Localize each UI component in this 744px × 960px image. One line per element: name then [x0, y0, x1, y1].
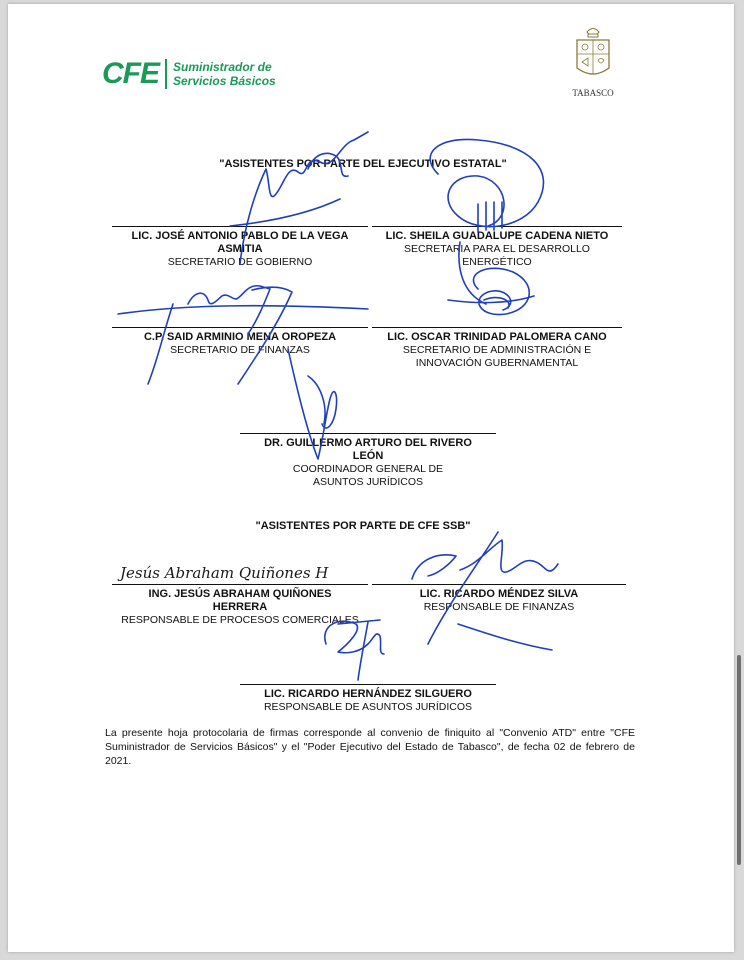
signature-line	[240, 684, 496, 685]
cfe-logo	[102, 56, 276, 92]
signatory-name: LIC. SHEILA GUADALUPE CADENA NIETO	[385, 230, 609, 242]
signature-block-juridicos	[240, 433, 496, 489]
signature-block-resp-finanzas	[372, 584, 626, 614]
signatory-name: LIC. RICARDO HERNÁNDEZ SILGUERO	[264, 688, 472, 700]
signature-line	[112, 584, 368, 585]
signature-block-resp-juridicos	[240, 684, 496, 714]
signatory-role: SECRETARIO DE GOBIERNO	[167, 256, 313, 268]
signature-scribble-administracion	[448, 268, 534, 314]
cfe-logo-line1: Suministrador de	[173, 60, 272, 74]
signature-block-administracion	[372, 327, 622, 370]
scrollbar-thumb[interactable]	[737, 655, 741, 865]
signatory-role: RESPONSABLE DE FINANZAS	[423, 601, 575, 613]
footer-note: La presente hoja protocolaria de firmas corresponde al convenio de finiquito al "Convenio ATD" entre "CFE Suministrador de Servicios Básicos" y el "Poder Ejecutivo del Estado de Tabasco", de fecha 02 de febrero de 2021.	[105, 727, 635, 767]
signatory-name: ING. JESÚS ABRAHAM QUIÑONES HERRERA	[148, 588, 332, 613]
signatory-role: RESPONSABLE DE ASUNTOS JURÍDICOS	[263, 701, 473, 713]
signatory-name: LIC. JOSÉ ANTONIO PABLO DE LA VEGA ASMITIA	[131, 230, 349, 255]
document-page	[8, 4, 734, 952]
signatory-role: SECRETARIA PARA EL DESARROLLO ENERGÉTICO	[404, 243, 590, 268]
signatory-name: DR. GUILLERMO ARTURO DEL RIVERO LEÓN	[264, 437, 472, 462]
signatory-role: COORDINADOR GENERAL DE ASUNTOS JURÍDICOS	[292, 463, 444, 488]
signatory-name: LIC. OSCAR TRINIDAD PALOMERA CANO	[387, 331, 607, 343]
signature-block-energetico	[372, 226, 622, 269]
cfe-logo-letters: CFE	[102, 57, 159, 90]
signatory-role: SECRETARIO DE FINANZAS	[170, 344, 310, 356]
signature-line	[372, 327, 622, 328]
cfe-logo-divider	[165, 59, 167, 89]
cfe-logo-line2: Servicios Básicos	[173, 74, 276, 88]
cfe-logo-text	[173, 60, 276, 88]
signature-block-procesos-comerciales	[112, 584, 368, 627]
signature-line	[112, 327, 368, 328]
heading-ejecutivo-estatal: "ASISTENTES POR PARTE DEL EJECUTIVO ESTATAL"	[219, 158, 507, 170]
signature-line	[372, 226, 622, 227]
tabasco-seal	[568, 24, 618, 98]
signature-line	[112, 226, 368, 227]
signature-block-finanzas	[112, 327, 368, 357]
signatory-name: LIC. RICARDO MÉNDEZ SILVA	[419, 588, 579, 600]
signature-block-gobierno	[112, 226, 368, 269]
heading-cfe-ssb: "ASISTENTES POR PARTE DE CFE SSB"	[255, 520, 471, 532]
signature-line	[372, 584, 626, 585]
tabasco-seal-icon	[573, 24, 613, 82]
signature-line	[240, 433, 496, 434]
handwritten-name-quinones: Jesús Abraham Quiñones H	[120, 564, 329, 582]
signatory-name: C.P. SAID ARMINIO MENA OROPEZA	[143, 331, 337, 343]
signatory-role: SECRETARIO DE ADMINISTRACIÓN E INNOVACIÓN GUBERNAMENTAL	[402, 344, 592, 369]
tabasco-seal-label: TABASCO	[572, 88, 614, 98]
signature-scribble-resp-juridicos	[325, 620, 384, 680]
signatory-role: RESPONSABLE DE PROCESOS COMERCIALES	[121, 614, 359, 626]
